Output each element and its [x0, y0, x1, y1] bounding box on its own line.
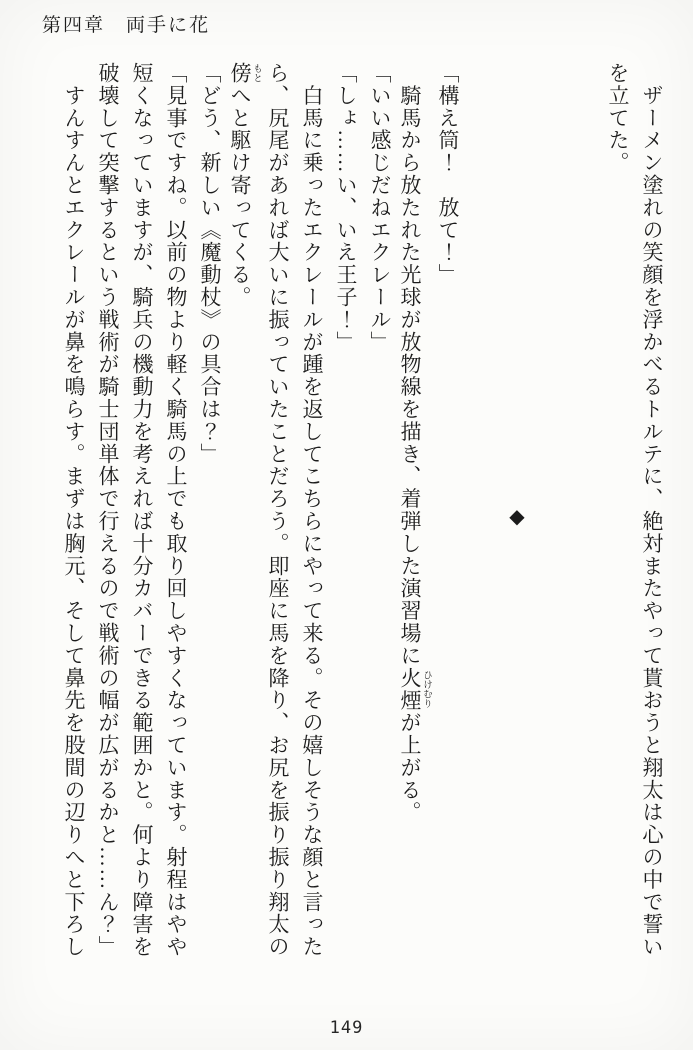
chapter-header: 第四章 両手に花: [42, 15, 211, 36]
text-column: 破壊して突撃するという戦術が騎士団単体で行えるので戦術の幅が広がるかと……ん？」: [96, 62, 120, 958]
text-column: 傍 もとへと駆け寄ってくる。: [228, 62, 261, 309]
body-text: [57, 62, 669, 970]
text-column: すんすんとエクレールが鼻を鳴らす。まずは胸元、そして鼻先を股間の辺りへと下ろし: [62, 62, 86, 958]
text-column: 騎馬から放たれた光球が放物線を描き、着弾した演習場に火煙 ひけむりが上がる。: [398, 62, 431, 824]
section-divider: ◆: [505, 504, 527, 528]
text-column: 「いい感じだねエクレール」: [368, 62, 392, 354]
text-column: 「見事ですね。以前の物より軽く騎馬の上でも取り回しやすくなっています。射程はやや: [164, 62, 188, 958]
text-column: 「しょ……い、いえ王子！」: [334, 62, 358, 354]
furigana: もと: [251, 62, 261, 85]
page-number: 149: [329, 1018, 364, 1038]
text-column: 白馬に乗ったエクレールが踵を返してこちらにやって来る。その嬉しそうな顔と言った: [300, 62, 324, 958]
text-column: ザーメン塗れの笑顔を浮かべるトルテに、絶対またやって貰おうと翔太は心の中で誓い: [640, 62, 664, 958]
text-column: を立てた。: [606, 62, 630, 174]
column-spacer: [567, 62, 601, 970]
ruby-annotated-word: 火煙 ひけむり: [398, 666, 431, 712]
text-column: 「どう、新しい《魔動杖》の具合は？」: [198, 62, 222, 466]
text-column: 短くなっていますが、騎兵の機動力を考えれば十分カバーできる範囲かと。何より障害を: [130, 62, 154, 958]
column-spacer: [533, 62, 567, 970]
text-column: 「構え筒！ 放て！」: [436, 62, 460, 286]
text-column: ら、尻尾があれば大いに振っていたことだろう。即座に馬を降り、お尻を振り振り翔太の: [266, 62, 290, 958]
column-spacer: [465, 62, 499, 970]
furigana: ひけむり: [421, 666, 431, 712]
ruby-annotated-word: 傍 もと: [228, 62, 261, 85]
